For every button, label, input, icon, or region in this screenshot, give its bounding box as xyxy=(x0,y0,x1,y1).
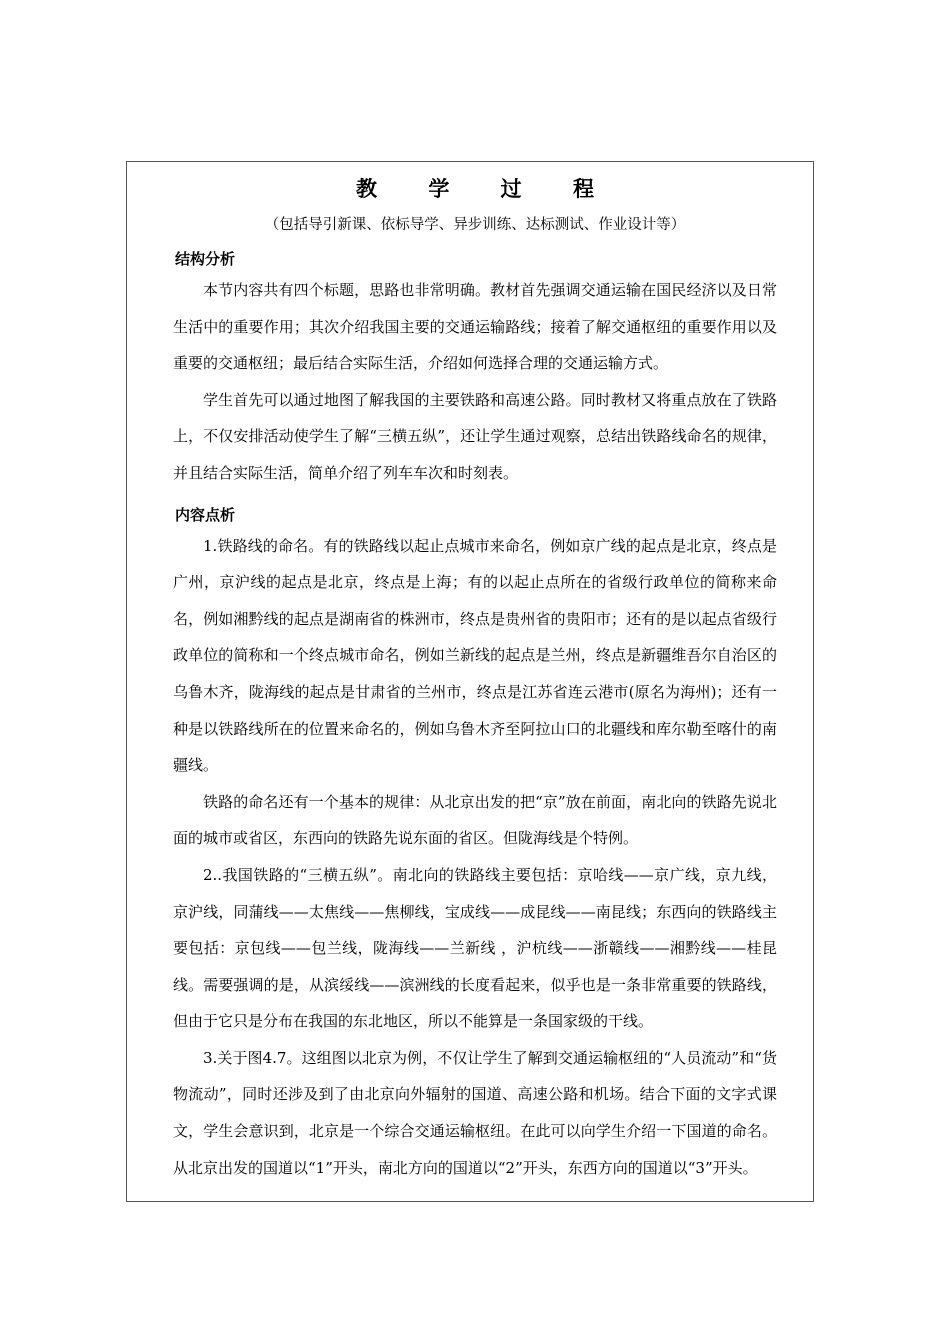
teaching-process-table xyxy=(126,161,814,1202)
page-title: 教 学 过 程 xyxy=(356,177,616,201)
paragraph: 铁路的命名还有一个基本的规律：从北京出发的把“京”放在前面，南北向的铁路先说北面的城市或省区，东西向的铁路先说东面的省区。但陇海线是个特例。 xyxy=(173,792,777,848)
paragraph: 2..我国铁路的“三横五纵”。南北向的铁路线主要包括：京哈线——京广线，京九线，京沪线，同蒲线——太焦线——焦柳线，宝成线——成昆线——南昆线；东西向的铁路线主要包括：京包线——包兰线，陇海线——兰新线 ，沪杭线——浙赣线——湘黔线——桂昆线。需要强调的是，从滨绥线——滨洲线的长度看起来，似乎也是一条非常重要的铁路线，但由于它只是分布在我国的东北地区，所以不能算是一条国家级的干线。 xyxy=(173,865,777,1031)
paragraph: 1.铁路线的命名。有的铁路线以起止点城市来命名，例如京广线的起点是北京，终点是广州，京沪线的起点是北京，终点是上海；有的以起止点所在的省级行政单位的简称来命名，例如湘黔线的起点是湖南省的株洲市，终点是贵州省的贵阳市；还有的是以起点省级行政单位的简称和一个终点城市命名，例如兰新线的起点是兰州，终点是新疆维吾尔自治区的乌鲁木齐，陇海线的起点是甘肃省的兰州市，终点是江苏省连云港市(原名为海州)；还有一种是以铁路线所在的位置来命名的，例如乌鲁木齐至阿拉山口的北疆线和库尔勒至喀什的南疆线。 xyxy=(173,536,777,775)
page-subtitle: （包括导引新课、依标导学、异步训练、达标测试、作业设计等） xyxy=(264,217,686,233)
section-heading-structure-analysis: 结构分析 xyxy=(175,250,236,268)
section-heading-content-analysis: 内容点析 xyxy=(175,505,236,524)
paragraph: 3.关于图4.7。这组图以北京为例，不仅让学生了解到交通运输枢纽的“人员流动”和“货物流动”，同时还涉及到了由北京向外辐射的国道、高速公路和机场。结合下面的文字式课文，学生会意识到，北京是一个综合交通运输枢纽。在此可以向学生介绍一下国道的命名。从北京出发的国道以“1”开头，南北方向的国道以“2”开头，东西方向的国道以“3”开头。 xyxy=(173,1048,777,1177)
paragraph: 本节内容共有四个标题，思路也非常明确。教材首先强调交通运输在国民经济以及日常生活中的重要作用；其次介绍我国主要的交通运输路线；接着了解交通枢纽的重要作用以及重要的交通枢纽；最后结合实际生活，介绍如何选择合理的交通运输方式。 xyxy=(173,281,777,373)
paragraph: 学生首先可以通过地图了解我国的主要铁路和高速公路。同时教材又将重点放在了铁路上，不仅安排活动使学生了解“三横五纵”，还让学生通过观察，总结出铁路线命名的规律，并且结合实际生活，简单介绍了列车车次和时刻表。 xyxy=(173,390,777,482)
